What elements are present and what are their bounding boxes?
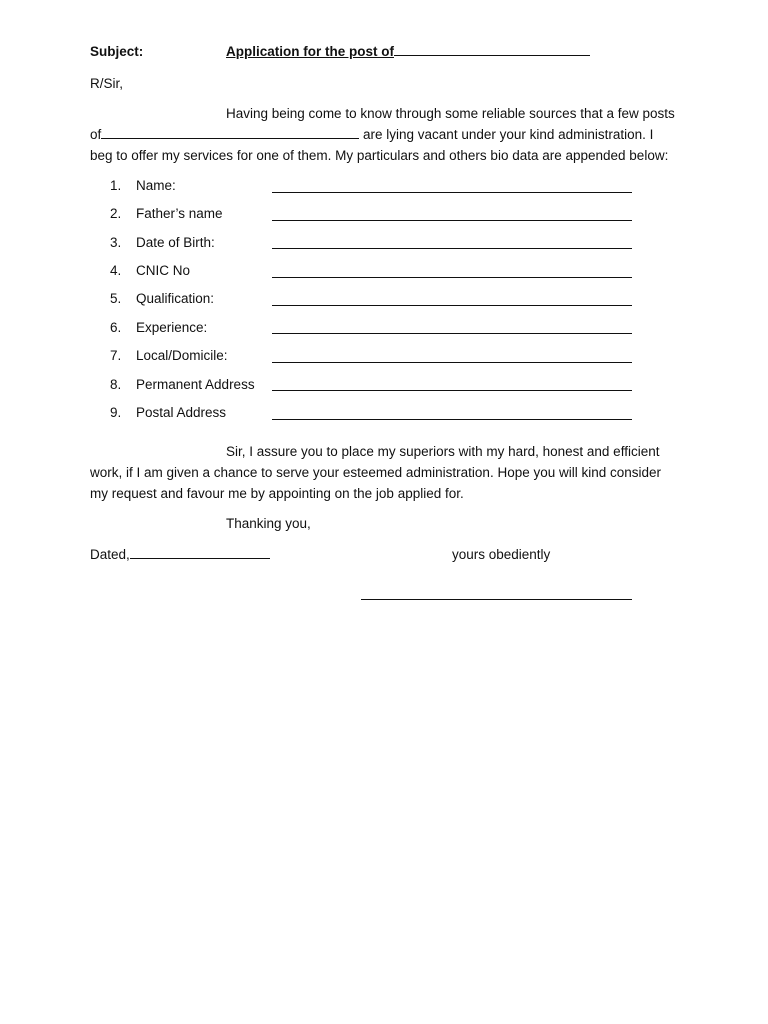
- list-item: 2. Father’s name: [110, 206, 223, 221]
- salutation: R/Sir,: [90, 76, 124, 91]
- list-item: 5. Qualification:: [110, 291, 215, 306]
- domicile-field-line[interactable]: [272, 362, 632, 363]
- particular-label: Name:: [136, 178, 176, 193]
- signoff-text: yours obediently: [452, 547, 551, 562]
- father-name-field-line[interactable]: [272, 220, 632, 221]
- particular-label: CNIC No: [136, 263, 191, 278]
- dob-field-line[interactable]: [272, 248, 632, 249]
- experience-field-line[interactable]: [272, 333, 632, 334]
- intro-line-3: beg to offer my services for one of them. My particulars and others bio data are appended below:: [90, 148, 669, 163]
- particular-label: Permanent Address: [136, 377, 255, 392]
- intro-line-2: [90, 126, 653, 144]
- particular-label: Father’s name: [136, 206, 223, 221]
- list-item: 1. Name:: [110, 178, 176, 193]
- particular-label: Local/Domicile:: [136, 348, 228, 363]
- date-blank[interactable]: [130, 546, 270, 559]
- list-item: 4. CNIC No: [110, 263, 191, 278]
- qualification-field-line[interactable]: [272, 305, 632, 306]
- subject-title: Application for the post of: [226, 44, 394, 59]
- list-item: 9. Postal Address: [110, 405, 227, 420]
- particular-label: Postal Address: [136, 405, 227, 420]
- list-item: 6. Experience:: [110, 320, 208, 335]
- subject-label: Subject:: [90, 44, 144, 59]
- subject-text: [226, 43, 590, 61]
- particular-label: Qualification:: [136, 291, 215, 306]
- dated-label: Dated,: [90, 547, 130, 562]
- intro-of-word: of: [90, 127, 102, 142]
- cnic-field-line[interactable]: [272, 277, 632, 278]
- intro-line-1: Having being come to know through some reliable sources that a few posts: [226, 106, 675, 121]
- particular-label: Experience:: [136, 320, 208, 335]
- post-blank[interactable]: [394, 43, 590, 56]
- intro-line-2-rest: are lying vacant under your kind administration. I: [359, 127, 654, 142]
- name-field-line[interactable]: [272, 192, 632, 193]
- thanks-text: Thanking you,: [226, 516, 311, 531]
- signature-line[interactable]: [361, 599, 632, 600]
- closing-line-3: my request and favour me by appointing on the job applied for.: [90, 486, 464, 501]
- list-item: 7. Local/Domicile:: [110, 348, 228, 363]
- postal-address-field-line[interactable]: [272, 419, 632, 420]
- closing-line-2: work, if I am given a chance to serve your esteemed administration. Hope you will kind consider: [90, 465, 662, 480]
- closing-line-1: Sir, I assure you to place my superiors with my hard, honest and efficient: [226, 444, 660, 459]
- list-item: 3. Date of Birth:: [110, 235, 215, 250]
- particular-label: Date of Birth:: [136, 235, 215, 250]
- list-item: 8. Permanent Address: [110, 377, 255, 392]
- vacant-posts-blank[interactable]: [101, 126, 359, 139]
- dated-row: [90, 546, 270, 564]
- permanent-address-field-line[interactable]: [272, 390, 632, 391]
